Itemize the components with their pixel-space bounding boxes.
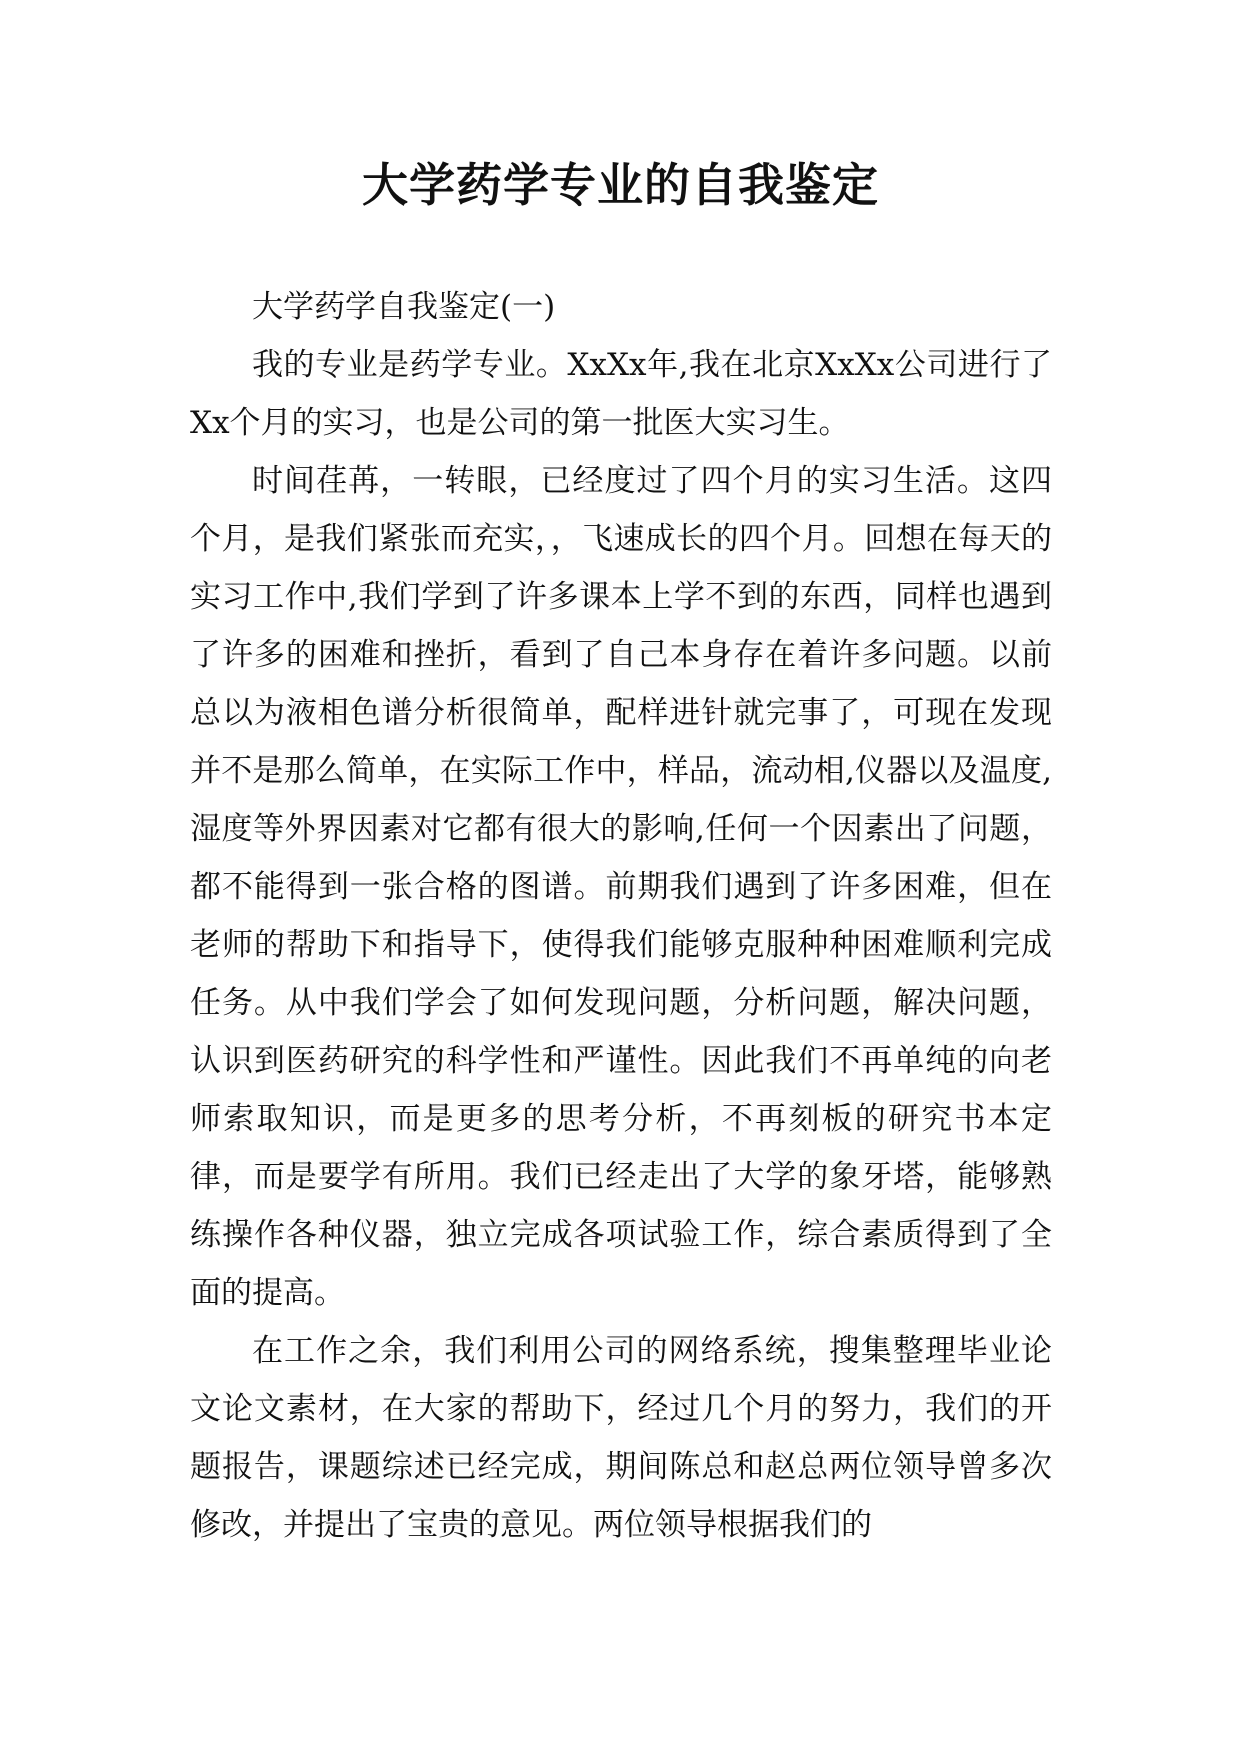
- paragraph-internship-experience: 时间荏苒，一转眼，已经度过了四个月的实习生活。这四个月，是我们紧张而充实，，飞速成长的四个月。回想在每天的实习工作中,我们学到了许多课本上学不到的东西，同样也遇到了许多的困难和挫折，看到了自己本身存在着许多问题。以前总以为液相色谱分析很简单，配样进针就完事了，可现在发现并不是那么简单，在实际工作中，样品，流动相,仪器以及温度,湿度等外界因素对它都有很大的影响,任何一个因素出了问题，都不能得到一张合格的图谱。前期我们遇到了许多困难，但在老师的帮助下和指导下，使得我们能够克服种种困难顺利完成任务。从中我们学会了如何发现问题，分析问题，解决问题，认识到医药研究的科学性和严谨性。因此我们不再单纯的向老师索取知识，而是更多的思考分析，不再刻板的研究书本定律，而是要学有所用。我们已经走出了大学的象牙塔，能够熟练操作各种仪器，独立完成各项试验工作，综合素质得到了全面的提高。: [190, 463, 1052, 1311]
- paragraph-internship-intro: 我的专业是药学专业。XxXx年,我在北京XxXx公司进行了Xx个月的实习，也是公司的第一批医大实习生。: [190, 347, 1052, 441]
- section-heading: 大学药学自我鉴定(一): [252, 289, 556, 325]
- paragraph-thesis-work: 在工作之余，我们利用公司的网络系统，搜集整理毕业论文论文素材，在大家的帮助下，经过几个月的努力，我们的开题报告，课题综述已经完成，期间陈总和赵总两位领导曾多次修改，并提出了宝贵的意见。两位领导根据我们的: [190, 1333, 1052, 1543]
- document-body: [190, 278, 1052, 1554]
- document-title: 大学药学专业的自我鉴定: [362, 158, 879, 212]
